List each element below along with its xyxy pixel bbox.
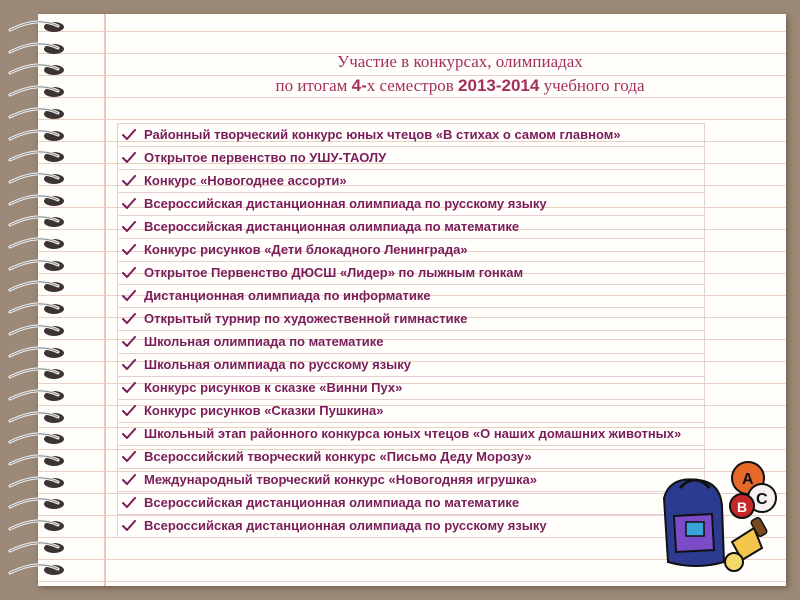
list-item-label: Конкурс «Новогоднее ассорти» (144, 173, 347, 188)
list-item-label: Всероссийская дистанционная олимпиада по математике (144, 495, 520, 510)
spiral-ring (8, 42, 72, 56)
list-item-label: Открытое первенство по УШУ-ТАОЛУ (144, 150, 387, 165)
spiral-ring (8, 302, 72, 316)
checkmark-icon (122, 469, 144, 486)
svg-text:C: C (756, 491, 768, 508)
list-item-label: Районный творческий конкурс юных чтецов «В стихах о самом главном» (144, 127, 621, 142)
list-item (118, 285, 704, 308)
spiral-ring (8, 454, 72, 468)
list-item (118, 170, 704, 193)
bell-icon (725, 517, 768, 571)
list-item-label: Конкурс рисунков «Сказки Пушкина» (144, 403, 384, 418)
spiral-ring (8, 367, 72, 381)
title-line-1: Участие в конкурсах, олимпиадах (337, 52, 583, 71)
spiral-ring (8, 107, 72, 121)
list-item (118, 515, 704, 537)
list-item (118, 147, 704, 170)
list-item-label: Конкурс рисунков «Дети блокадного Ленинграда» (144, 242, 468, 257)
list-item-label: Открытое Первенство ДЮСШ «Лидер» по лыжным гонкам (144, 265, 524, 280)
spiral-ring (8, 411, 72, 425)
checkmark-icon (122, 308, 144, 325)
backpack-icon (664, 479, 724, 566)
list-item-label: Всероссийская дистанционная олимпиада по русскому языку (144, 518, 547, 533)
checkmark-icon (122, 239, 144, 256)
checkmark-icon (122, 170, 144, 187)
svg-text:A: A (742, 471, 754, 488)
checkmark-icon (122, 423, 144, 440)
checkmark-icon (122, 377, 144, 394)
spiral-ring (8, 63, 72, 77)
checkmark-icon (122, 331, 144, 348)
school-clipart (650, 458, 780, 578)
list-item (118, 331, 704, 354)
list-item (118, 400, 704, 423)
checkmark-icon (122, 492, 144, 509)
spiral-ring (8, 563, 72, 577)
list-item (118, 446, 704, 469)
spiral-ring (8, 129, 72, 143)
list-item (118, 469, 704, 492)
list-item-label: Школьная олимпиада по русскому языку (144, 357, 412, 372)
spiral-ring (8, 497, 72, 511)
list-item (118, 262, 704, 285)
checkmark-icon (122, 124, 144, 141)
events-list (117, 123, 705, 538)
spiral-ring (8, 237, 72, 251)
spiral-ring (8, 476, 72, 490)
list-item-label: Конкурс рисунков к сказке «Винни Пух» (144, 380, 403, 395)
margin-line (104, 14, 106, 586)
spiral-ring (8, 172, 72, 186)
checkmark-icon (122, 515, 144, 532)
list-item (118, 377, 704, 400)
list-item (118, 308, 704, 331)
page-title (160, 50, 760, 98)
checkmark-icon (122, 193, 144, 210)
list-item (118, 124, 704, 147)
list-item (118, 239, 704, 262)
list-item (118, 193, 704, 216)
list-item (118, 354, 704, 377)
checkmark-icon (122, 147, 144, 164)
spiral-binding (0, 20, 80, 590)
spiral-ring (8, 346, 72, 360)
svg-text:B: B (737, 499, 748, 515)
list-item-label: Школьная олимпиада по математике (144, 334, 384, 349)
list-item (118, 492, 704, 515)
spiral-ring (8, 519, 72, 533)
spiral-ring (8, 432, 72, 446)
spiral-ring (8, 541, 72, 555)
list-item-label: Всероссийский творческий конкурс «Письмо Деду Морозу» (144, 449, 532, 464)
list-item-label: Открытый турнир по художественной гимнастике (144, 311, 468, 326)
title-line-2: по итогам 4-х семестров 2013-2014 учебного года (275, 76, 645, 95)
list-item (118, 423, 704, 446)
checkmark-icon (122, 216, 144, 233)
spiral-ring (8, 324, 72, 338)
spiral-ring (8, 259, 72, 273)
abc-blocks-icon (730, 462, 776, 518)
list-item-label: Всероссийская дистанционная олимпиада по русскому языку (144, 196, 547, 211)
spiral-ring (8, 280, 72, 294)
checkmark-icon (122, 262, 144, 279)
list-item-label: Всероссийская дистанционная олимпиада по математике (144, 219, 520, 234)
checkmark-icon (122, 446, 144, 463)
spiral-ring (8, 85, 72, 99)
list-item (118, 216, 704, 239)
checkmark-icon (122, 285, 144, 302)
spiral-ring (8, 194, 72, 208)
spiral-ring (8, 150, 72, 164)
list-item-label: Дистанционная олимпиада по информатике (144, 288, 431, 303)
spiral-ring (8, 215, 72, 229)
list-item-label: Международный творческий конкурс «Новогодняя игрушка» (144, 472, 537, 487)
checkmark-icon (122, 354, 144, 371)
checkmark-icon (122, 400, 144, 417)
spiral-ring (8, 389, 72, 403)
list-item-label: Школьный этап районного конкурса юных чтецов «О наших домашних животных» (144, 426, 682, 441)
spiral-ring (8, 20, 72, 34)
